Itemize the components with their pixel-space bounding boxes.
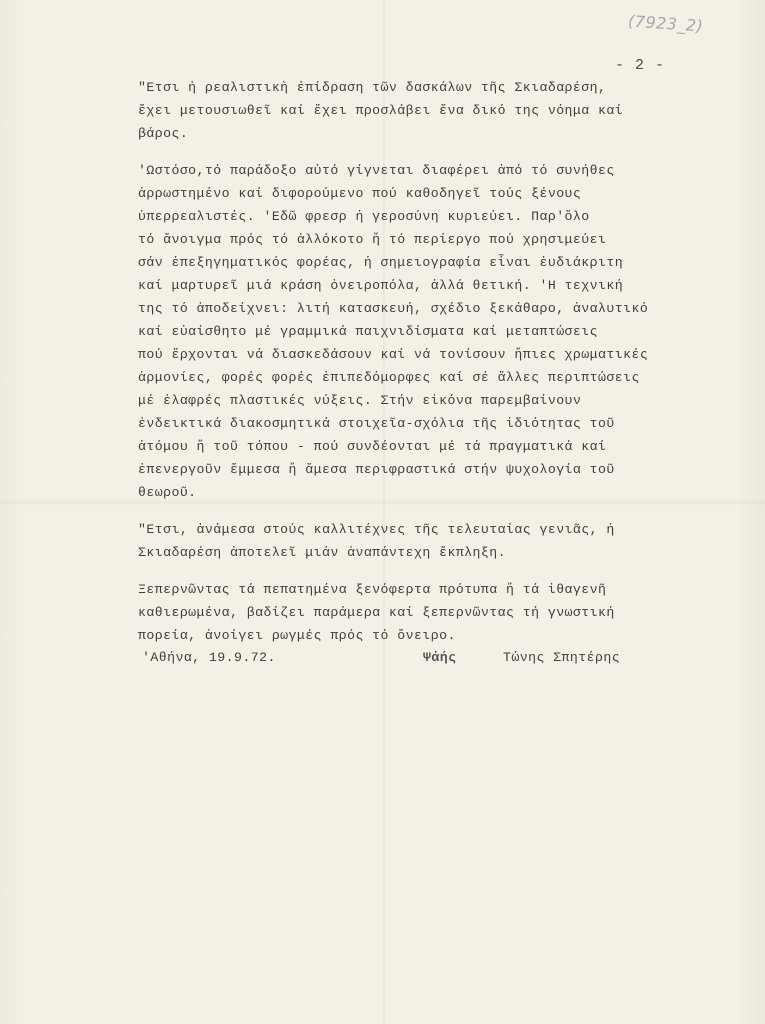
- text-line: ἔχει μετουσιωθεῖ καί ἔχει προσλάβει ἕνα δικό της νόημα καί: [138, 103, 624, 118]
- struck-out-word: Ψάής: [423, 650, 457, 665]
- page-number: - 2 -: [615, 57, 666, 74]
- paragraph-1: [138, 76, 698, 145]
- paragraph-2: [138, 159, 698, 504]
- text-line: "Ετσι, ἀνάμεσα στούς καλλιτέχνες τῆς τελευταίας γενιᾶς, ἡ: [138, 522, 615, 537]
- text-line: ὑπερρεαλιστές. 'Εδῶ φρεσρ ἡ γεροσύνη κυριεύει. Παρ'ὅλο: [138, 209, 590, 224]
- text-line: καί μαρτυρεῖ μιά κράση ὀνειροπόλα, ἀλλά θετική. 'Η τεχνική: [138, 278, 624, 293]
- text-line: πού ἔρχονται νά διασκεδάσουν καί νά τονίσουν ἤπιες χρωματικές: [138, 347, 649, 362]
- text-line: καθιερωμένα, βαδίζει παράμερα καί ξεπερνῶντας τή γνωστική: [138, 605, 615, 620]
- paragraph-3: [138, 518, 698, 564]
- place-date: 'Αθήνα, 19.9.72.: [142, 650, 276, 665]
- text-line: ἀτόμου ἤ τοῦ τόπου - πού συνδέονται μέ τά πραγματικά καί: [138, 439, 607, 454]
- author-name: Τώνης Σπητέρης: [503, 650, 621, 665]
- text-line: τό ἄνοιγμα πρός τό ἀλλόκοτο ἤ τό περίεργο πού χρησιμεύει: [138, 232, 607, 247]
- text-line: ἀρρωστημένο καί διφορούμενο πού καθοδηγεῖ τούς ξένους: [138, 186, 582, 201]
- text-line: Ξεπερνῶντας τά πεπατημένα ξενόφερτα πρότυπα ἤ τά ἰθαγενῆ: [138, 582, 607, 597]
- text-line: ἁρμονίες, φορές φορές ἐπιπεδόμορφες καί σέ ἄλλες περιπτώσεις: [138, 370, 640, 385]
- text-line: σάν ἐπεξηγηματικός φορέας, ἡ σημειογραφία εἶναι ἐυδιάκριτη: [138, 255, 624, 270]
- text-line: θεωροῦ.: [138, 485, 197, 500]
- text-line: 'Ωστόσο,τό παράδοξο αὐτό γίγνεται διαφέρει ἀπό τό συνήθες: [138, 163, 615, 178]
- text-line: ἐνδεικτικά διακοσμητικά στοιχεῖα-σχόλια τῆς ἰδιότητας τοῦ: [138, 416, 615, 431]
- text-line: Σκιαδαρέση ἀποτελεῖ μιάν ἀναπάντεχη ἔκπληξη.: [138, 545, 507, 560]
- text-line: μέ ἐλαφρές πλαστικές νύξεις. Στήν εἰκόνα παρεμβαίνουν: [138, 393, 582, 408]
- text-line: καί εὐαίσθητο μέ γραμμικά παιχνιδίσματα καί μεταπτώσεις: [138, 324, 599, 339]
- text-line: ἐπενεργοῦν ἔμμεσα ἤ ἄμεσα περιφραστικά στήν ψυχολογία τοῦ: [138, 462, 615, 477]
- pencil-annotation: (7923_2): [627, 11, 704, 36]
- text-line: πορεία, ἀνοίγει ρωγμές πρός τό ὄνειρο.: [138, 628, 456, 643]
- text-line: βάρος.: [138, 126, 189, 141]
- text-line: "Ετσι ἡ ρεαλιστικὴ ἐπίδραση τῶν δασκάλων τῆς Σκιαδαρέση,: [138, 80, 607, 95]
- paragraph-4: [138, 578, 698, 647]
- body-text: [138, 76, 698, 661]
- text-line: της τό ἀποδείχνει: λιτή κατασκευή, σχέδιο ξεκάθαρο, ἀναλυτικό: [138, 301, 649, 316]
